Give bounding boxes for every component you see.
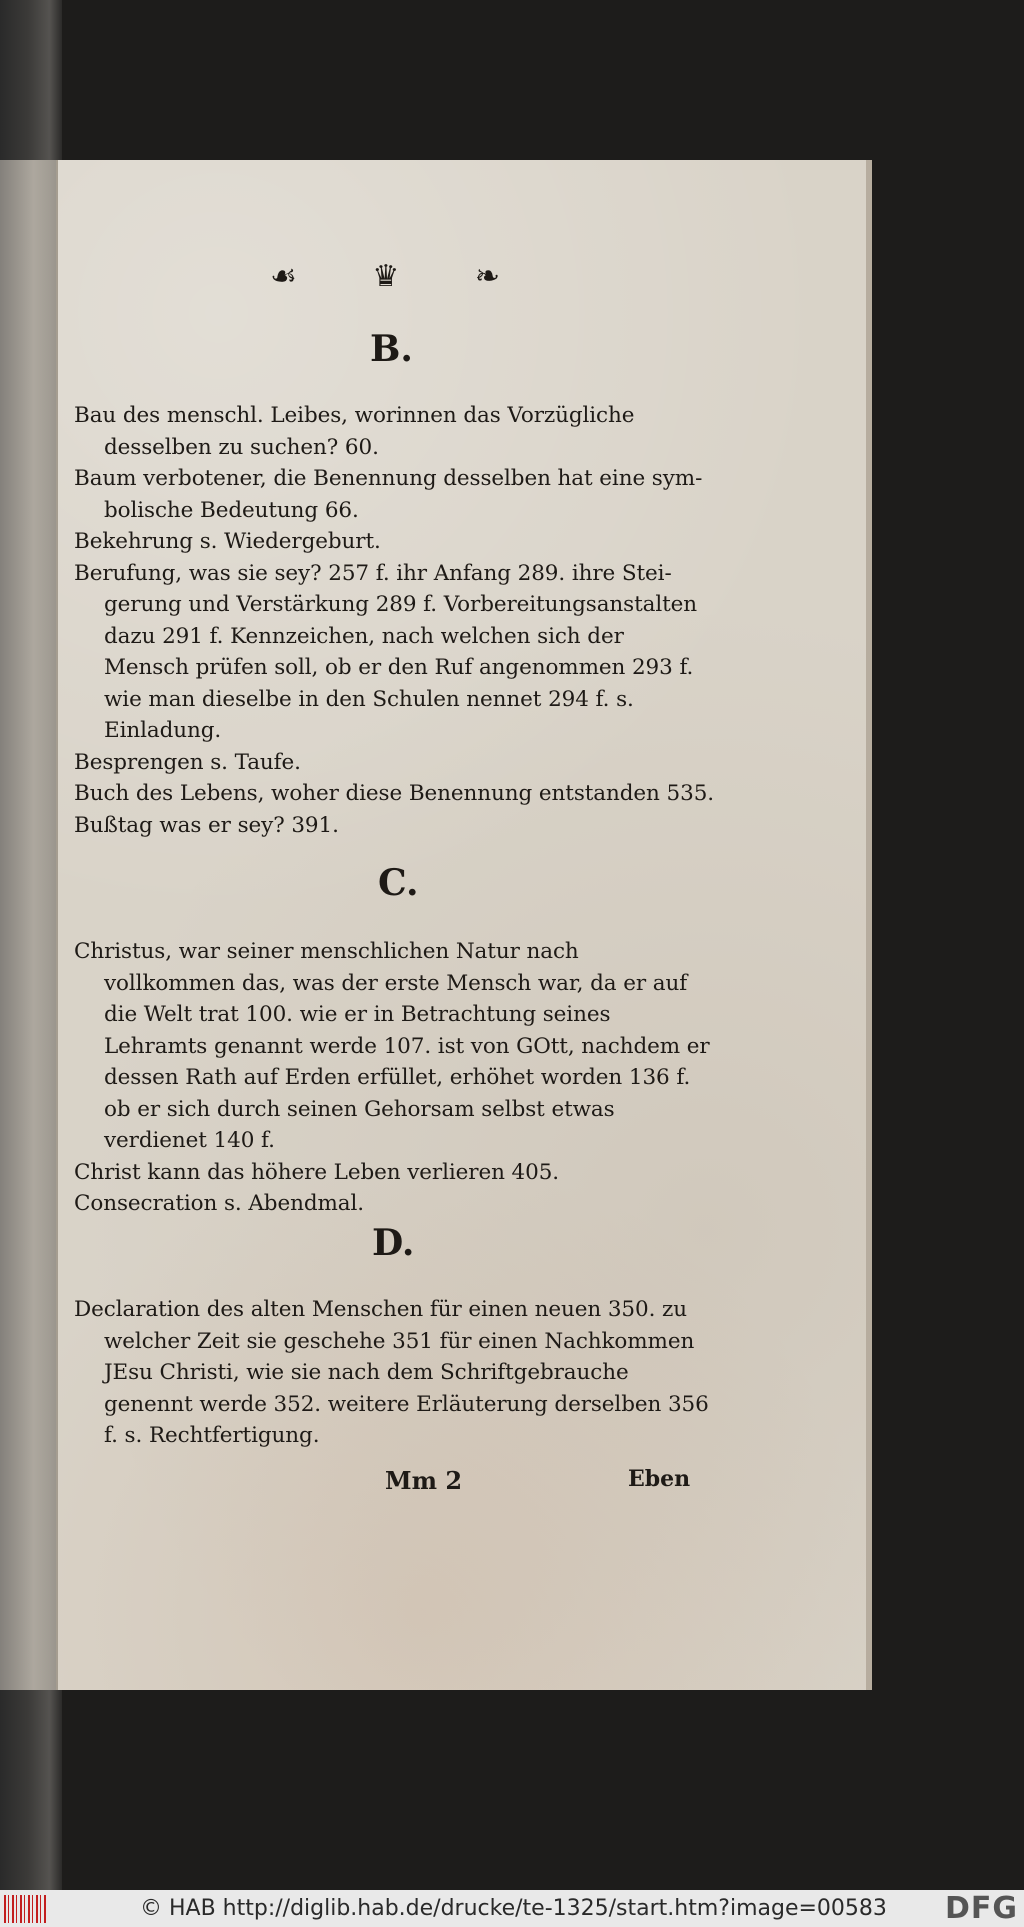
fleuron-left-icon: ☙ [270, 258, 297, 294]
fleuron-right-icon: ❧ [474, 258, 500, 294]
index-entry: Buch des Lebens, woher diese Benennung entstanden 535. [74, 781, 715, 806]
book-page [56, 160, 868, 1690]
section-b-entries [74, 400, 714, 841]
signature-mark: Mm 2 [385, 1466, 463, 1495]
section-c-entries [74, 936, 714, 1220]
section-letter-c: C. [378, 862, 419, 904]
index-entry: Baum verbotener, die Benennung desselben hat eine symbolische Bedeutung 66. [74, 466, 703, 523]
index-entry: Bekehrung s. Wiedergeburt. [74, 529, 381, 554]
header-ornament [270, 258, 500, 294]
section-d-entries [74, 1294, 714, 1452]
credit-bar [0, 1890, 1024, 1927]
index-entry: Berufung, was sie sey? 257 f. ihr Anfang 289. ihre Steigerung und Verstärkung 289 f. Vorbereitungsanstalten dazu 291 f. Kennzeichen, nach welchen sich der Mensch prüfen soll, ob er den Ruf angenommen 293 f. wie man dieselbe in den Schulen nennet 294 f. s. Einladung. [74, 560, 698, 743]
index-entry: Christ kann das höhere Leben verlieren 405. [74, 1159, 560, 1185]
catchword: Eben [628, 1466, 691, 1492]
index-entry: Consecration s. Abendmal. [74, 1191, 365, 1216]
previous-page-edge [0, 160, 56, 1690]
section-letter-d: D. [372, 1222, 415, 1264]
index-entry: Besprengen s. Taufe. [74, 749, 301, 775]
page-edge [866, 160, 872, 1690]
index-entry: Christus, war seiner menschlichen Natur nach vollkommen das, was der erste Mensch war, da er auf die Welt trat 100. wie er in Betrachtung seines Lehramts genannt werde 107. ist von GOtt, nachdem er dessen Rath auf Erden erfüllet, erhöhet worden 136 f. ob er sich durch seinen Gehorsam selbst etwas verdienet 140 f. [74, 939, 710, 1153]
dfg-logo: DFG [944, 1891, 1018, 1926]
index-entry: Bußtag was er sey? 391. [74, 812, 339, 838]
section-letter-b: B. [370, 328, 413, 370]
index-entry: Bau des menschl. Leibes, worinnen das Vorzügliche desselben zu suchen? 60. [74, 403, 635, 460]
index-entry: Declaration des alten Menschen für einen neuen 350. zu welcher Zeit sie geschehe 351 für einen Nachkommen JEsu Christi, wie sie nach dem Schriftgebrauche genennt werde 352. weitere Erläuterung derselben 356 f. s. Rechtfertigung. [74, 1297, 709, 1448]
crown-icon: ♛ [372, 258, 400, 294]
barcode-icon [4, 1895, 48, 1923]
credit-link[interactable]: © HAB http://diglib.hab.de/drucke/te-1325/start.htm?image=00583 [140, 1896, 887, 1921]
